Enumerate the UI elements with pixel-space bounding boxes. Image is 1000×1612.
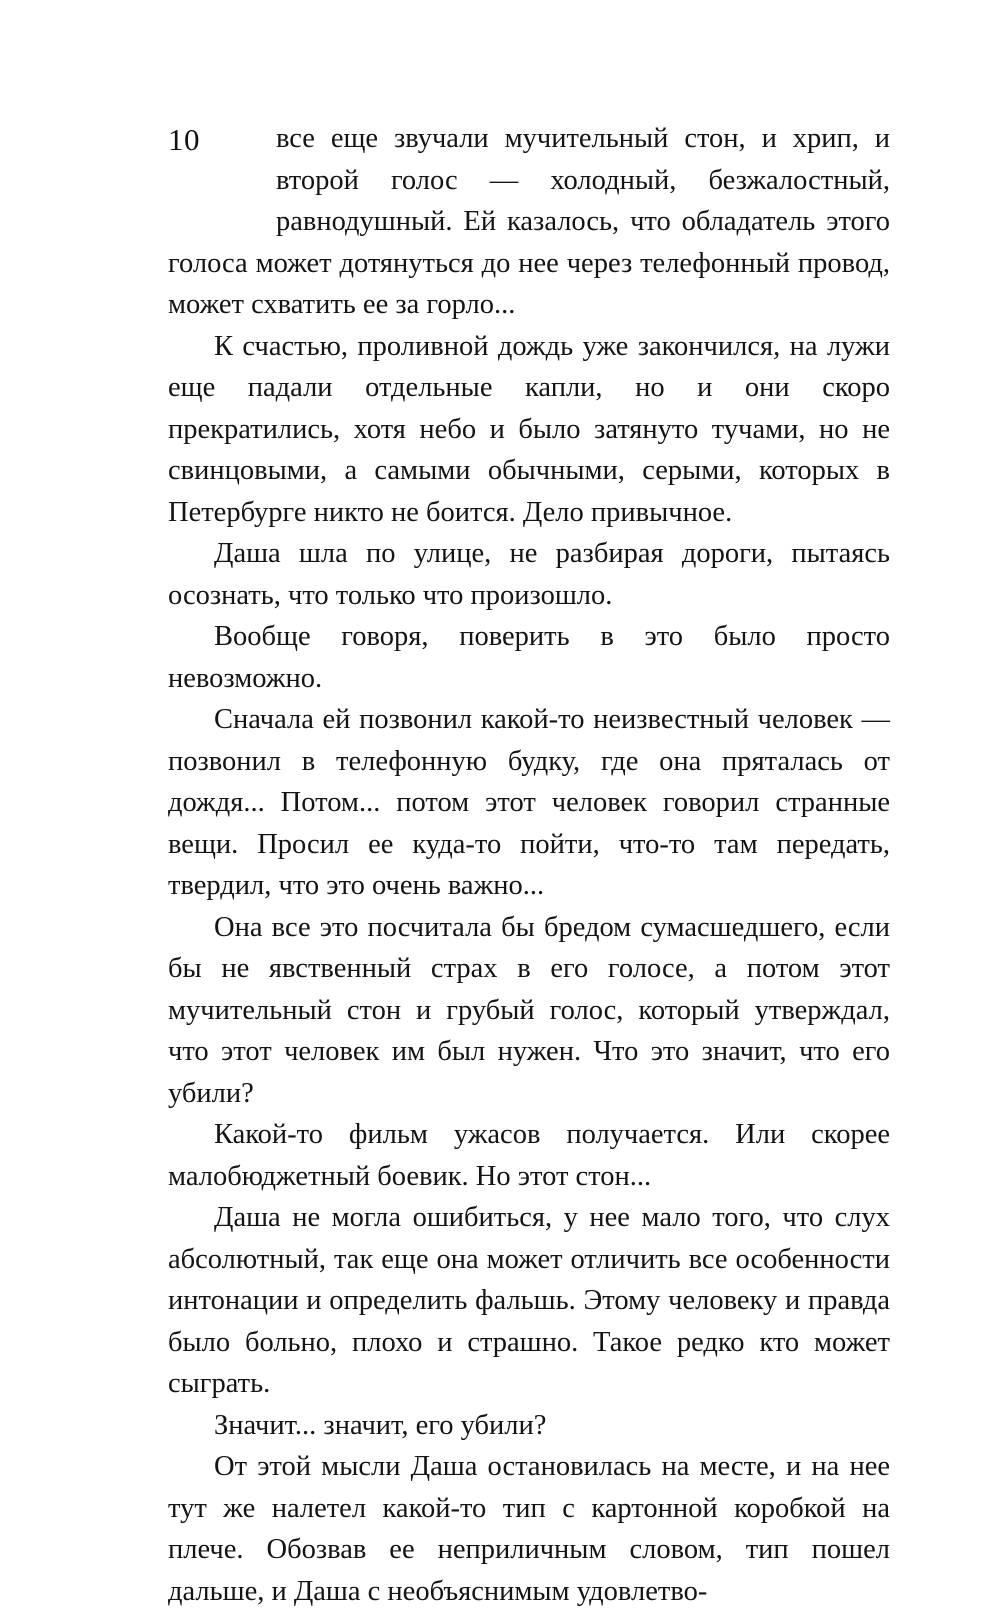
- paragraph-9: [168, 1405, 890, 1447]
- paragraph-7-text: Какой-то фильм ужасов получается. Или скорее малобюджетный боевик. Но этот стон...: [168, 1119, 890, 1192]
- paragraph-1-text: все еще звучали мучительный стон, и хрип, и второй голос — холодный, безжалостный, равнодушный. Ей казалось, что обладатель этого голоса может дотянуться до нее через телефонный провод, может схватить ее за горло...: [168, 123, 890, 320]
- paragraph-4: [168, 616, 890, 699]
- paragraph-7: [168, 1114, 890, 1197]
- paragraph-3: [168, 533, 890, 616]
- paragraph-2-text: К счастью, проливной дождь уже закончился, на лужи еще падали отдельные капли, но и они скоро прекратились, хотя небо и было затянуто тучами, но не свинцовыми, а самыми обычными, серыми, которых в Петербурге никто не боится. Дело привычное.: [168, 330, 890, 528]
- paragraph-8: [168, 1197, 890, 1405]
- paragraph-10: [168, 1446, 890, 1612]
- paragraph-2: [168, 326, 890, 534]
- paragraph-9-text: Значит... значит, его убили?: [214, 1409, 547, 1441]
- paragraph-3-text: Даша шла по улице, не разбирая дороги, пытаясь осознать, что только что произошло.: [168, 538, 890, 611]
- paragraph-10-text: От этой мысли Даша остановилась на месте, и на нее тут же налетел какой-то тип с картонной коробкой на плече. Обозвав ее неприличным словом, тип пошел дальше, и Даша с необъяснимым удовлетво-: [168, 1451, 890, 1607]
- page-number: 10: [168, 122, 200, 157]
- paragraph-5-text: Сначала ей позвонил какой-то неизвестный человек — позвонил в телефонную будку, где она пряталась от дождя... Потом... потом этот человек говорил странные вещи. Просил ее куда-то пойти, что-то там передать, твердил, что это очень важно...: [168, 704, 890, 901]
- paragraph-6: [168, 907, 890, 1115]
- paragraph-1: [168, 118, 890, 326]
- paragraph-8-text: Даша не могла ошибиться, у нее мало того, что слух абсолютный, так еще она может отличить все особенности интонации и определить фальшь. Этому человеку и правда было больно, плохо и страшно. Такое редко кто может сыграть.: [168, 1202, 890, 1399]
- paragraph-5: [168, 699, 890, 907]
- page-text-body: [168, 118, 890, 1612]
- paragraph-4-text: Вообще говоря, поверить в это было просто невозможно.: [168, 621, 890, 694]
- paragraph-6-text: Она все это посчитала бы бредом сумасшедшего, если бы не явственный страх в его голосе, а потом этот мучительный стон и грубый голос, который утверждал, что этот человек им был нужен. Что это значит, что его убили?: [168, 911, 890, 1109]
